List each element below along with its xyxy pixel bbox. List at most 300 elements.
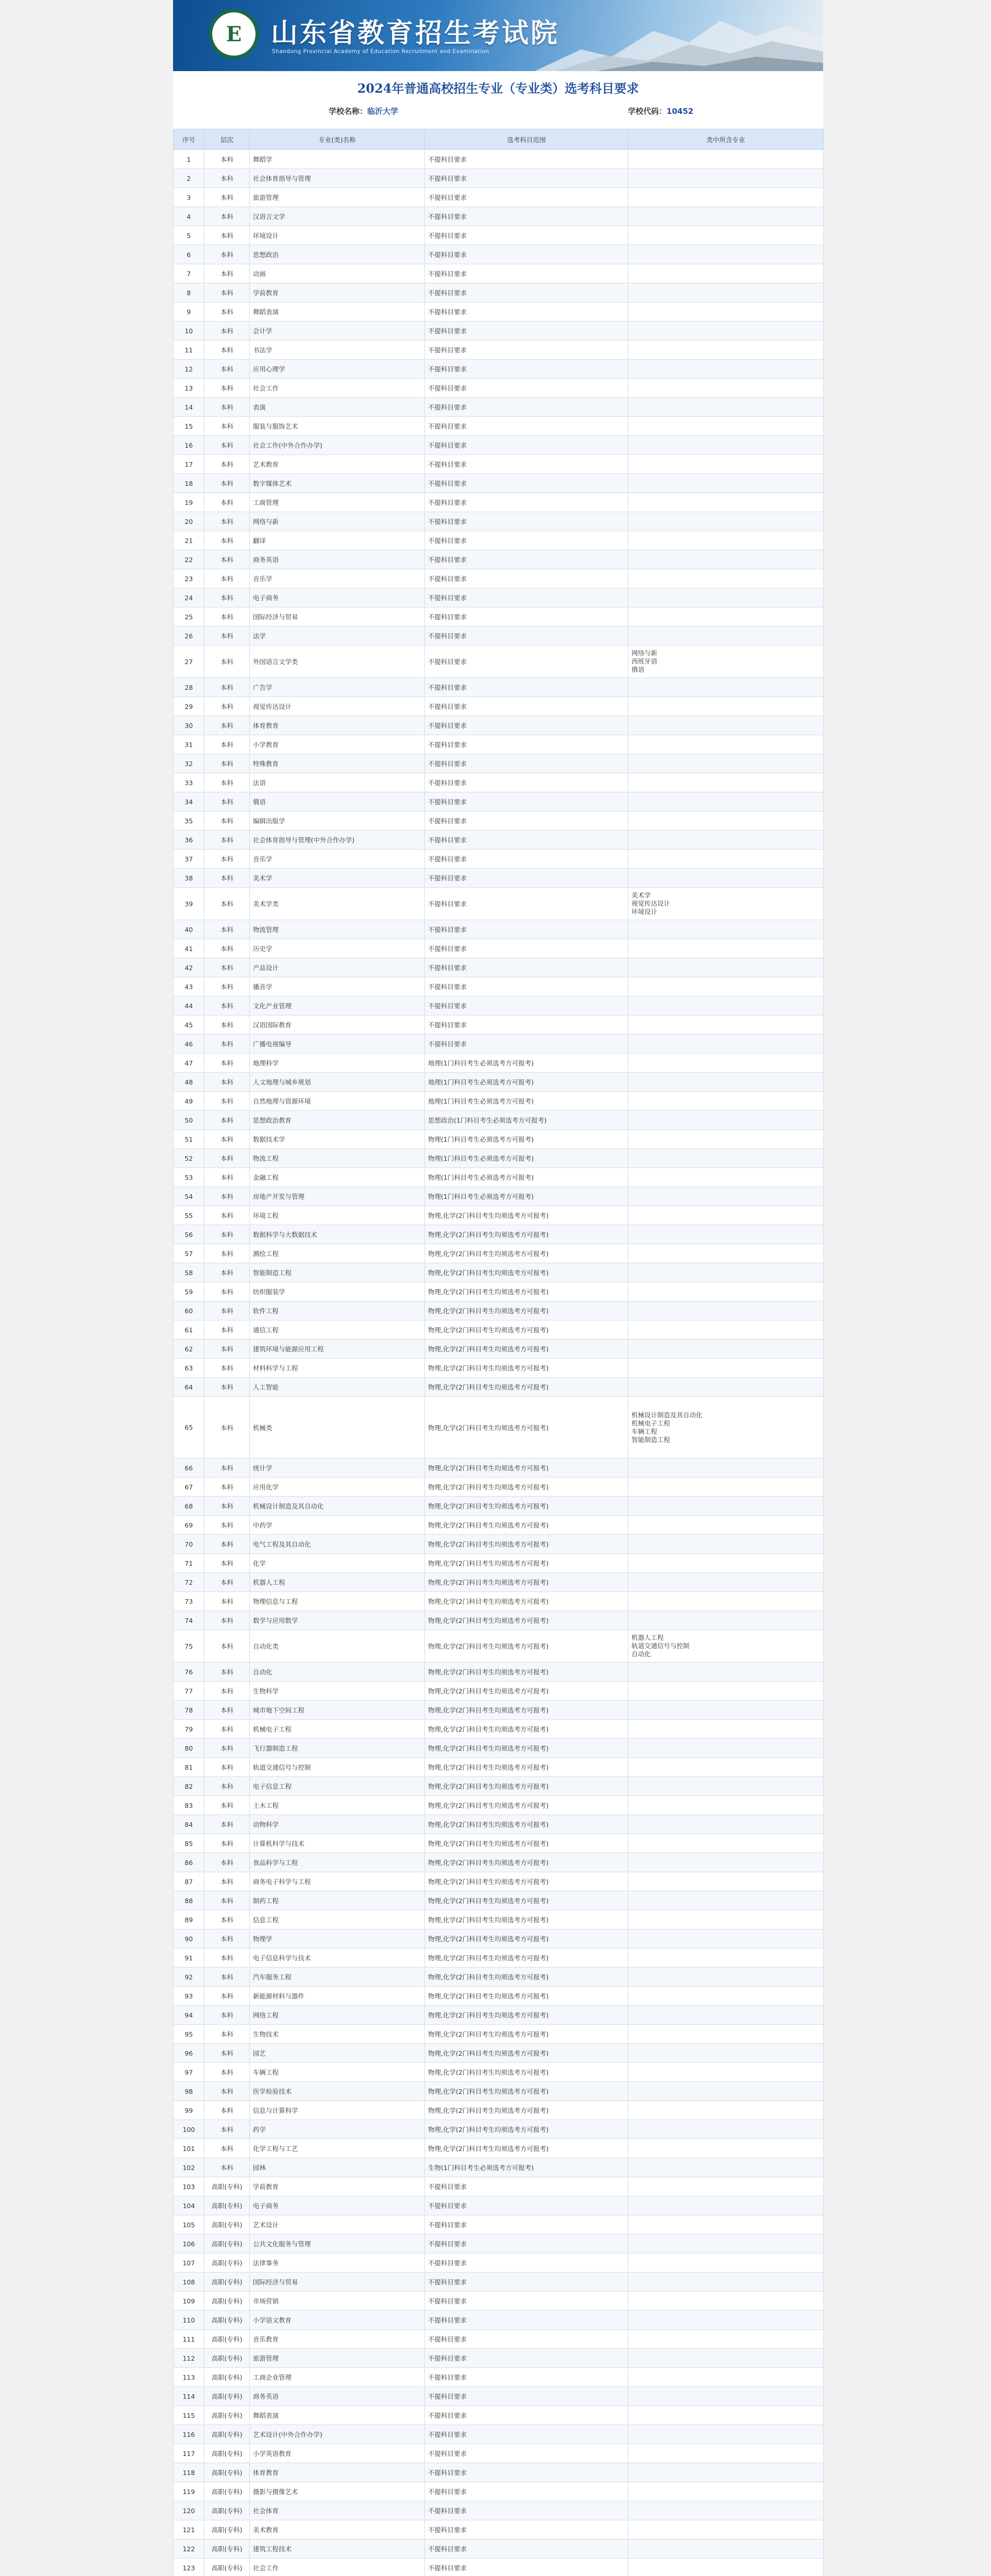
- table-row: [174, 341, 824, 360]
- cell-included-majors: [628, 2025, 824, 2044]
- table-row: [174, 716, 824, 735]
- table-row: [174, 512, 824, 531]
- cell-major: 美术学: [250, 869, 425, 888]
- cell-included-majors: [628, 2006, 824, 2025]
- cell-major: 工商管理: [250, 493, 425, 512]
- cell-level: 本科: [204, 436, 250, 455]
- cell-no: 14: [174, 398, 204, 417]
- cell-major: 新能源材料与器件: [250, 1987, 425, 2006]
- cell-no: 36: [174, 831, 204, 850]
- table-row: [174, 550, 824, 569]
- cell-included-majors: [628, 1815, 824, 1834]
- table-body: [174, 150, 824, 2576]
- cell-no: 90: [174, 1929, 204, 1948]
- cell-level: 本科: [204, 1073, 250, 1092]
- cell-level: 本科: [204, 773, 250, 792]
- cell-major: 电子信息工程: [250, 1777, 425, 1796]
- cell-no: 70: [174, 1535, 204, 1554]
- cell-requirement: 物理,化学(2门科目考生均须选考方可报考): [425, 1891, 628, 1910]
- cell-included-majors: [628, 1320, 824, 1340]
- cell-no: 48: [174, 1073, 204, 1092]
- cell-major: 商务电子科学与工程: [250, 1872, 425, 1891]
- cell-included-majors: [628, 360, 824, 379]
- included-major: 轨道交通信号与控制: [631, 1642, 690, 1650]
- cell-included-majors: [628, 455, 824, 474]
- table-row: [174, 1554, 824, 1573]
- cell-requirement: 不提科目要求: [425, 888, 628, 920]
- cell-level: 本科: [204, 1592, 250, 1611]
- cell-no: 11: [174, 341, 204, 360]
- cell-requirement: 不提科目要求: [425, 958, 628, 977]
- mountain-illustration: [535, 0, 823, 71]
- cell-no: 107: [174, 2253, 204, 2273]
- cell-included-majors: [628, 1478, 824, 1497]
- cell-requirement: 不提科目要求: [425, 436, 628, 455]
- cell-requirement: 不提科目要求: [425, 226, 628, 245]
- cell-level: 本科: [204, 398, 250, 417]
- cell-requirement: 不提科目要求: [425, 792, 628, 811]
- cell-included-majors: [628, 2444, 824, 2463]
- cell-requirement: 不提科目要求: [425, 398, 628, 417]
- cell-no: 37: [174, 850, 204, 869]
- cell-level: 本科: [204, 1758, 250, 1777]
- cell-included-majors: [628, 1929, 824, 1948]
- table-row: [174, 1320, 824, 1340]
- cell-requirement: 物理,化学(2门科目考生均须选考方可报考): [425, 1320, 628, 1340]
- cell-requirement: 不提科目要求: [425, 607, 628, 626]
- cell-level: 高职(专科): [204, 2520, 250, 2539]
- cell-included-majors: [628, 2101, 824, 2120]
- cell-level: 本科: [204, 188, 250, 207]
- cell-included-majors: [628, 678, 824, 697]
- cell-included-majors: [628, 1872, 824, 1891]
- cell-major: 医学检验技术: [250, 2082, 425, 2101]
- cell-requirement: 物理,化学(2门科目考生均须选考方可报考): [425, 1459, 628, 1478]
- table-row: [174, 2387, 824, 2406]
- cell-included-majors: [628, 1554, 824, 1573]
- cell-no: 74: [174, 1611, 204, 1630]
- table-row: [174, 646, 824, 678]
- cell-included-majors: [628, 939, 824, 958]
- school-name-value: 临沂大学: [367, 107, 399, 116]
- cell-included-majors: [628, 2520, 824, 2539]
- cell-major: 社会体育指导与管理: [250, 169, 425, 188]
- cell-level: 本科: [204, 754, 250, 773]
- cell-major: 物流工程: [250, 1149, 425, 1168]
- cell-major: 法律事务: [250, 2253, 425, 2273]
- cell-no: 115: [174, 2406, 204, 2425]
- cell-included-majors: [628, 1853, 824, 1872]
- cell-major: 视觉传达设计: [250, 697, 425, 716]
- cell-level: 本科: [204, 1301, 250, 1320]
- cell-major: 汽车服务工程: [250, 1968, 425, 1987]
- cell-requirement: 物理,化学(2门科目考生均须选考方可报考): [425, 1397, 628, 1459]
- table-row: [174, 2482, 824, 2501]
- cell-requirement: 物理,化学(2门科目考生均须选考方可报考): [425, 1244, 628, 1263]
- cell-included-majors: [628, 2368, 824, 2387]
- cell-major: 美术教育: [250, 2520, 425, 2539]
- table-row: [174, 1359, 824, 1378]
- cell-requirement: 不提科目要求: [425, 321, 628, 341]
- cell-no: 46: [174, 1035, 204, 1054]
- cell-requirement: 物理,化学(2门科目考生均须选考方可报考): [425, 2044, 628, 2063]
- cell-included-majors: [628, 2330, 824, 2349]
- cell-no: 63: [174, 1359, 204, 1378]
- table-row: [174, 1611, 824, 1630]
- cell-requirement: 物理,化学(2门科目考生均须选考方可报考): [425, 1777, 628, 1796]
- cell-no: 7: [174, 264, 204, 283]
- cell-included-majors: [628, 1168, 824, 1187]
- cell-included-majors: [628, 2273, 824, 2292]
- cell-level: 本科: [204, 1015, 250, 1035]
- cell-no: 13: [174, 379, 204, 398]
- cell-level: 本科: [204, 811, 250, 831]
- table-row: [174, 2101, 824, 2120]
- cell-included-majors: [628, 150, 824, 169]
- cell-level: 本科: [204, 512, 250, 531]
- cell-major: 城市地下空间工程: [250, 1701, 425, 1720]
- cell-included-majors: [628, 1359, 824, 1378]
- cell-included-majors: [628, 512, 824, 531]
- cell-no: 106: [174, 2234, 204, 2253]
- column-header-requirement: 选考科目范围: [425, 129, 628, 150]
- cell-level: 本科: [204, 2006, 250, 2025]
- cell-no: 39: [174, 888, 204, 920]
- cell-requirement: 不提科目要求: [425, 2558, 628, 2576]
- table-row: [174, 792, 824, 811]
- cell-no: 52: [174, 1149, 204, 1168]
- cell-no: 109: [174, 2292, 204, 2311]
- cell-major: 小学英语教育: [250, 2444, 425, 2463]
- cell-major: 广播电视编导: [250, 1035, 425, 1054]
- cell-level: 本科: [204, 1720, 250, 1739]
- table-row: [174, 2292, 824, 2311]
- cell-requirement: 不提科目要求: [425, 588, 628, 607]
- cell-major: 旅游管理: [250, 2349, 425, 2368]
- table-row: [174, 1111, 824, 1130]
- cell-included-majors: [628, 1225, 824, 1244]
- cell-requirement: 不提科目要求: [425, 2482, 628, 2501]
- table-row: [174, 1815, 824, 1834]
- institution-logo: [209, 9, 259, 59]
- table-row: [174, 977, 824, 996]
- school-name-field: [329, 106, 398, 116]
- table-row: [174, 773, 824, 792]
- cell-requirement: 不提科目要求: [425, 626, 628, 646]
- cell-requirement: 物理,化学(2门科目考生均须选考方可报考): [425, 1206, 628, 1225]
- cell-requirement: 物理,化学(2门科目考生均须选考方可报考): [425, 2006, 628, 2025]
- cell-included-majors: [628, 1301, 824, 1320]
- cell-no: 122: [174, 2539, 204, 2558]
- cell-requirement: 不提科目要求: [425, 697, 628, 716]
- table-row: [174, 1682, 824, 1701]
- cell-major: 会计学: [250, 321, 425, 341]
- cell-requirement: 物理,化学(2门科目考生均须选考方可报考): [425, 1611, 628, 1630]
- cell-major: 社会体育指导与管理(中外合作办学): [250, 831, 425, 850]
- table-row: [174, 1796, 824, 1815]
- cell-no: 51: [174, 1130, 204, 1149]
- cell-included-majors: [628, 773, 824, 792]
- cell-no: 117: [174, 2444, 204, 2463]
- cell-no: 111: [174, 2330, 204, 2349]
- cell-included-majors: [628, 1739, 824, 1758]
- cell-requirement: 不提科目要求: [425, 831, 628, 850]
- cell-included-majors: [628, 1516, 824, 1535]
- cell-level: 高职(专科): [204, 2501, 250, 2520]
- cell-requirement: 物理,化学(2门科目考生均须选考方可报考): [425, 1987, 628, 2006]
- cell-included-majors: [628, 436, 824, 455]
- cell-major: 国际经济与贸易: [250, 2273, 425, 2292]
- cell-no: 105: [174, 2215, 204, 2234]
- included-major: 美术学: [631, 891, 651, 899]
- cell-level: 本科: [204, 2044, 250, 2063]
- cell-requirement: 不提科目要求: [425, 773, 628, 792]
- cell-no: 19: [174, 493, 204, 512]
- cell-no: 16: [174, 436, 204, 455]
- site-name: 山东省教育招生考试院: [271, 18, 560, 49]
- cell-included-majors: [628, 1682, 824, 1701]
- cell-major: 编辑出版学: [250, 811, 425, 831]
- cell-level: 本科: [204, 1459, 250, 1478]
- cell-major: 文化产业管理: [250, 996, 425, 1015]
- table-row: [174, 1015, 824, 1035]
- cell-major: 车辆工程: [250, 2063, 425, 2082]
- table-row: [174, 1054, 824, 1073]
- cell-no: 50: [174, 1111, 204, 1130]
- cell-included-majors: [628, 1092, 824, 1111]
- cell-major: 学前教育: [250, 2177, 425, 2196]
- cell-included-majors: [628, 1149, 824, 1168]
- cell-level: 本科: [204, 360, 250, 379]
- cell-no: 33: [174, 773, 204, 792]
- cell-included-majors: [628, 1054, 824, 1073]
- cell-level: 本科: [204, 474, 250, 493]
- cell-requirement: 地理(1门科目考生必须选考方可报考): [425, 1054, 628, 1073]
- table-row: [174, 150, 824, 169]
- cell-included-majors: [628, 2406, 824, 2425]
- table-row: [174, 360, 824, 379]
- cell-level: 本科: [204, 1630, 250, 1663]
- table-row: [174, 1929, 824, 1948]
- cell-requirement: 不提科目要求: [425, 735, 628, 754]
- table-row: [174, 811, 824, 831]
- cell-major: 自动化: [250, 1663, 425, 1682]
- cell-major: 建筑环境与能源应用工程: [250, 1340, 425, 1359]
- cell-major: 学前教育: [250, 283, 425, 302]
- cell-major: 音乐教育: [250, 2330, 425, 2349]
- table-row: [174, 869, 824, 888]
- cell-no: 57: [174, 1244, 204, 1263]
- cell-requirement: 不提科目要求: [425, 264, 628, 283]
- cell-included-majors: [628, 569, 824, 588]
- cell-major: 外国语言文学类: [250, 646, 425, 678]
- cell-level: 本科: [204, 283, 250, 302]
- cell-major: 网络与新: [250, 512, 425, 531]
- cell-level: 本科: [204, 939, 250, 958]
- cell-level: 本科: [204, 1397, 250, 1459]
- cell-level: 本科: [204, 2158, 250, 2177]
- table-row: [174, 226, 824, 245]
- cell-requirement: 不提科目要求: [425, 417, 628, 436]
- cell-included-majors: [628, 1035, 824, 1054]
- cell-no: 78: [174, 1701, 204, 1720]
- table-row: [174, 169, 824, 188]
- cell-included-majors: [628, 2558, 824, 2576]
- cell-included-majors: [628, 2120, 824, 2139]
- cell-no: 87: [174, 1872, 204, 1891]
- cell-level: 本科: [204, 207, 250, 226]
- cell-level: 本科: [204, 1739, 250, 1758]
- cell-level: 本科: [204, 2120, 250, 2139]
- table-row: [174, 1092, 824, 1111]
- cell-major: 材料科学与工程: [250, 1359, 425, 1378]
- cell-included-majors: [628, 869, 824, 888]
- cell-major: 社会工作: [250, 379, 425, 398]
- table-row: [174, 1282, 824, 1301]
- cell-no: 62: [174, 1340, 204, 1359]
- table-row: [174, 1758, 824, 1777]
- cell-no: 95: [174, 2025, 204, 2044]
- cell-level: 本科: [204, 1573, 250, 1592]
- cell-major: 房地产开发与管理: [250, 1187, 425, 1206]
- cell-no: 86: [174, 1853, 204, 1872]
- cell-level: 高职(专科): [204, 2177, 250, 2196]
- table-row: [174, 2273, 824, 2292]
- cell-requirement: 物理,化学(2门科目考生均须选考方可报考): [425, 1968, 628, 1987]
- cell-no: 3: [174, 188, 204, 207]
- cell-major: 历史学: [250, 939, 425, 958]
- table-row: [174, 1834, 824, 1853]
- cell-no: 79: [174, 1720, 204, 1739]
- cell-requirement: 不提科目要求: [425, 2368, 628, 2387]
- cell-level: 本科: [204, 493, 250, 512]
- cell-major: 应用心理学: [250, 360, 425, 379]
- cell-included-majors: [628, 2177, 824, 2196]
- cell-requirement: 物理,化学(2门科目考生均须选考方可报考): [425, 1796, 628, 1815]
- table-row: [174, 2463, 824, 2482]
- cell-requirement: 不提科目要求: [425, 754, 628, 773]
- cell-level: 本科: [204, 2082, 250, 2101]
- table-row: [174, 1378, 824, 1397]
- cell-included-majors: [628, 1244, 824, 1263]
- table-row: [174, 474, 824, 493]
- table-row: [174, 2425, 824, 2444]
- cell-major: 电子商务: [250, 2196, 425, 2215]
- cell-major: 服装与服饰艺术: [250, 417, 425, 436]
- cell-no: 113: [174, 2368, 204, 2387]
- table-row: [174, 1968, 824, 1987]
- cell-level: 本科: [204, 1130, 250, 1149]
- cell-included-majors: [628, 1592, 824, 1611]
- cell-major: 国际经济与贸易: [250, 607, 425, 626]
- cell-no: 27: [174, 646, 204, 678]
- cell-no: 67: [174, 1478, 204, 1497]
- cell-no: 10: [174, 321, 204, 341]
- cell-requirement: 物理(1门科目考生必须选考方可报考): [425, 1149, 628, 1168]
- cell-requirement: 物理,化学(2门科目考生均须选考方可报考): [425, 2139, 628, 2158]
- cell-included-majors: [628, 493, 824, 512]
- cell-major: 体育教育: [250, 716, 425, 735]
- table-row: [174, 1244, 824, 1263]
- cell-no: 18: [174, 474, 204, 493]
- cell-included-majors: [628, 1663, 824, 1682]
- cell-included-majors: [628, 754, 824, 773]
- cell-requirement: 不提科目要求: [425, 2311, 628, 2330]
- cell-included-majors: [628, 1263, 824, 1282]
- cell-requirement: 不提科目要求: [425, 550, 628, 569]
- cell-no: 64: [174, 1378, 204, 1397]
- cell-level: 本科: [204, 1478, 250, 1497]
- cell-level: 本科: [204, 977, 250, 996]
- cell-included-majors: [628, 321, 824, 341]
- cell-no: 100: [174, 2120, 204, 2139]
- cell-included-majors: [628, 417, 824, 436]
- cell-included-majors: [628, 550, 824, 569]
- table-row: [174, 1910, 824, 1929]
- table-row: [174, 2253, 824, 2273]
- cell-requirement: 物理,化学(2门科目考生均须选考方可报考): [425, 1929, 628, 1948]
- cell-major: 播音学: [250, 977, 425, 996]
- cell-major: 数学与应用数学: [250, 1611, 425, 1630]
- cell-included-majors: [628, 531, 824, 550]
- cell-level: 本科: [204, 920, 250, 939]
- cell-no: 9: [174, 302, 204, 321]
- cell-major: 人文地理与城乡规划: [250, 1073, 425, 1092]
- cell-major: 电气工程及其自动化: [250, 1535, 425, 1554]
- cell-included-majors: [628, 607, 824, 626]
- table-row: [174, 1777, 824, 1796]
- cell-requirement: 物理,化学(2门科目考生均须选考方可报考): [425, 1359, 628, 1378]
- cell-major: 园艺: [250, 2044, 425, 2063]
- table-row: [174, 2311, 824, 2330]
- cell-requirement: 不提科目要求: [425, 531, 628, 550]
- cell-requirement: 不提科目要求: [425, 2215, 628, 2234]
- cell-level: 本科: [204, 1987, 250, 2006]
- cell-included-majors: [628, 1834, 824, 1853]
- cell-requirement: 不提科目要求: [425, 2444, 628, 2463]
- cell-level: 本科: [204, 888, 250, 920]
- cell-included-majors: [628, 2349, 824, 2368]
- cell-level: 本科: [204, 417, 250, 436]
- table-row: [174, 1168, 824, 1187]
- cell-level: 高职(专科): [204, 2387, 250, 2406]
- cell-no: 23: [174, 569, 204, 588]
- cell-no: 47: [174, 1054, 204, 1073]
- cell-major: 俄语: [250, 792, 425, 811]
- cell-included-majors: [628, 2311, 824, 2330]
- cell-no: 53: [174, 1168, 204, 1187]
- cell-requirement: 不提科目要求: [425, 646, 628, 678]
- cell-level: 本科: [204, 1663, 250, 1682]
- cell-level: 本科: [204, 1168, 250, 1187]
- cell-requirement: 物理,化学(2门科目考生均须选考方可报考): [425, 1225, 628, 1244]
- cell-major: 土木工程: [250, 1796, 425, 1815]
- cell-level: 高职(专科): [204, 2292, 250, 2311]
- cell-included-majors: [628, 1968, 824, 1987]
- cell-level: 高职(专科): [204, 2425, 250, 2444]
- cell-requirement: 不提科目要求: [425, 920, 628, 939]
- cell-included-majors: [628, 341, 824, 360]
- cell-level: 本科: [204, 1111, 250, 1130]
- cell-requirement: 物理,化学(2门科目考生均须选考方可报考): [425, 1720, 628, 1739]
- cell-major: 食品科学与工程: [250, 1853, 425, 1872]
- cell-no: 92: [174, 1968, 204, 1987]
- column-header-no: 序号: [174, 129, 204, 150]
- cell-requirement: 地理(1门科目考生必须选考方可报考): [425, 1092, 628, 1111]
- cell-level: 本科: [204, 678, 250, 697]
- cell-no: 68: [174, 1497, 204, 1516]
- cell-major: 统计学: [250, 1459, 425, 1478]
